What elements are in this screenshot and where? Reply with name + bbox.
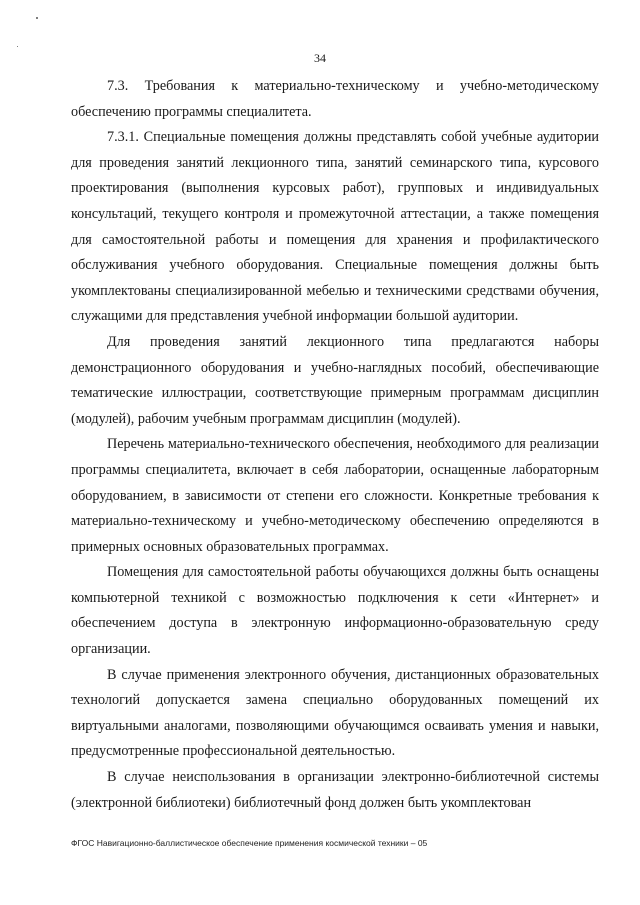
- paragraph-library: В случае неиспользования в организации электронно-библиотечной системы (электронной библиотеки) библиотечный фонд должен быть укомплектован: [71, 769, 599, 811]
- document-footer: ФГОС Навигационно-баллистическое обеспечение применения космической техники – 05: [71, 838, 428, 848]
- page-number: 34: [314, 51, 326, 65]
- document-body: [71, 74, 599, 816]
- paragraph-self-study-rooms: Помещения для самостоятельной работы обучающихся должны быть оснащены компьютерной техникой с возможностью подключения к сети «Интернет» и обеспечением доступа в электронную информационно-образовательную среду организации.: [71, 564, 599, 658]
- paragraph-material-list: Перечень материально-технического обеспечения, необходимого для реализации программы специалитета, включает в себя лаборатории, оснащенные лабораторным оборудованием, в зависимости от степени его сложности. Конкретные требования к материально-техническому и учебно-методическому обеспечению определяются в примерных основных образовательных программах.: [71, 436, 599, 555]
- scan-speck: [36, 17, 38, 19]
- paragraph-7-3-1: 7.3.1. Специальные помещения должны представлять собой учебные аудитории для проведения занятий лекционного типа, занятий семинарского типа, курсового проектирования (выполнения курсовых работ), групповых и индивидуальных консультаций, текущего контроля и промежуточной аттестации, а также помещения для самостоятельной работы и помещения для хранения и профилактического обслуживания учебного оборудования. Специальные помещения должны быть укомплектованы специализированной мебелью и техническими средствами обучения, служащими для представления учебной информации большой аудитории.: [71, 129, 599, 325]
- paragraph-lecture-equipment: Для проведения занятий лекционного типа предлагаются наборы демонстрационного оборудования и учебно-наглядных пособий, обеспечивающие тематические иллюстрации, соответствующие примерным программам дисциплин (модулей), рабочим учебным программам дисциплин (модулей).: [71, 333, 599, 427]
- scan-speck: [17, 46, 18, 47]
- paragraph-e-learning: В случае применения электронного обучения, дистанционных образовательных технологий допускается замена специально оборудованных помещений их виртуальными аналогами, позволяющими обучающимся осваивать умения и навыки, предусмотренные профессиональной деятельностью.: [71, 666, 599, 760]
- paragraph-heading-7-3: 7.3. Требования к материально-техническому и учебно-методическому обеспечению программы специалитета.: [71, 78, 599, 120]
